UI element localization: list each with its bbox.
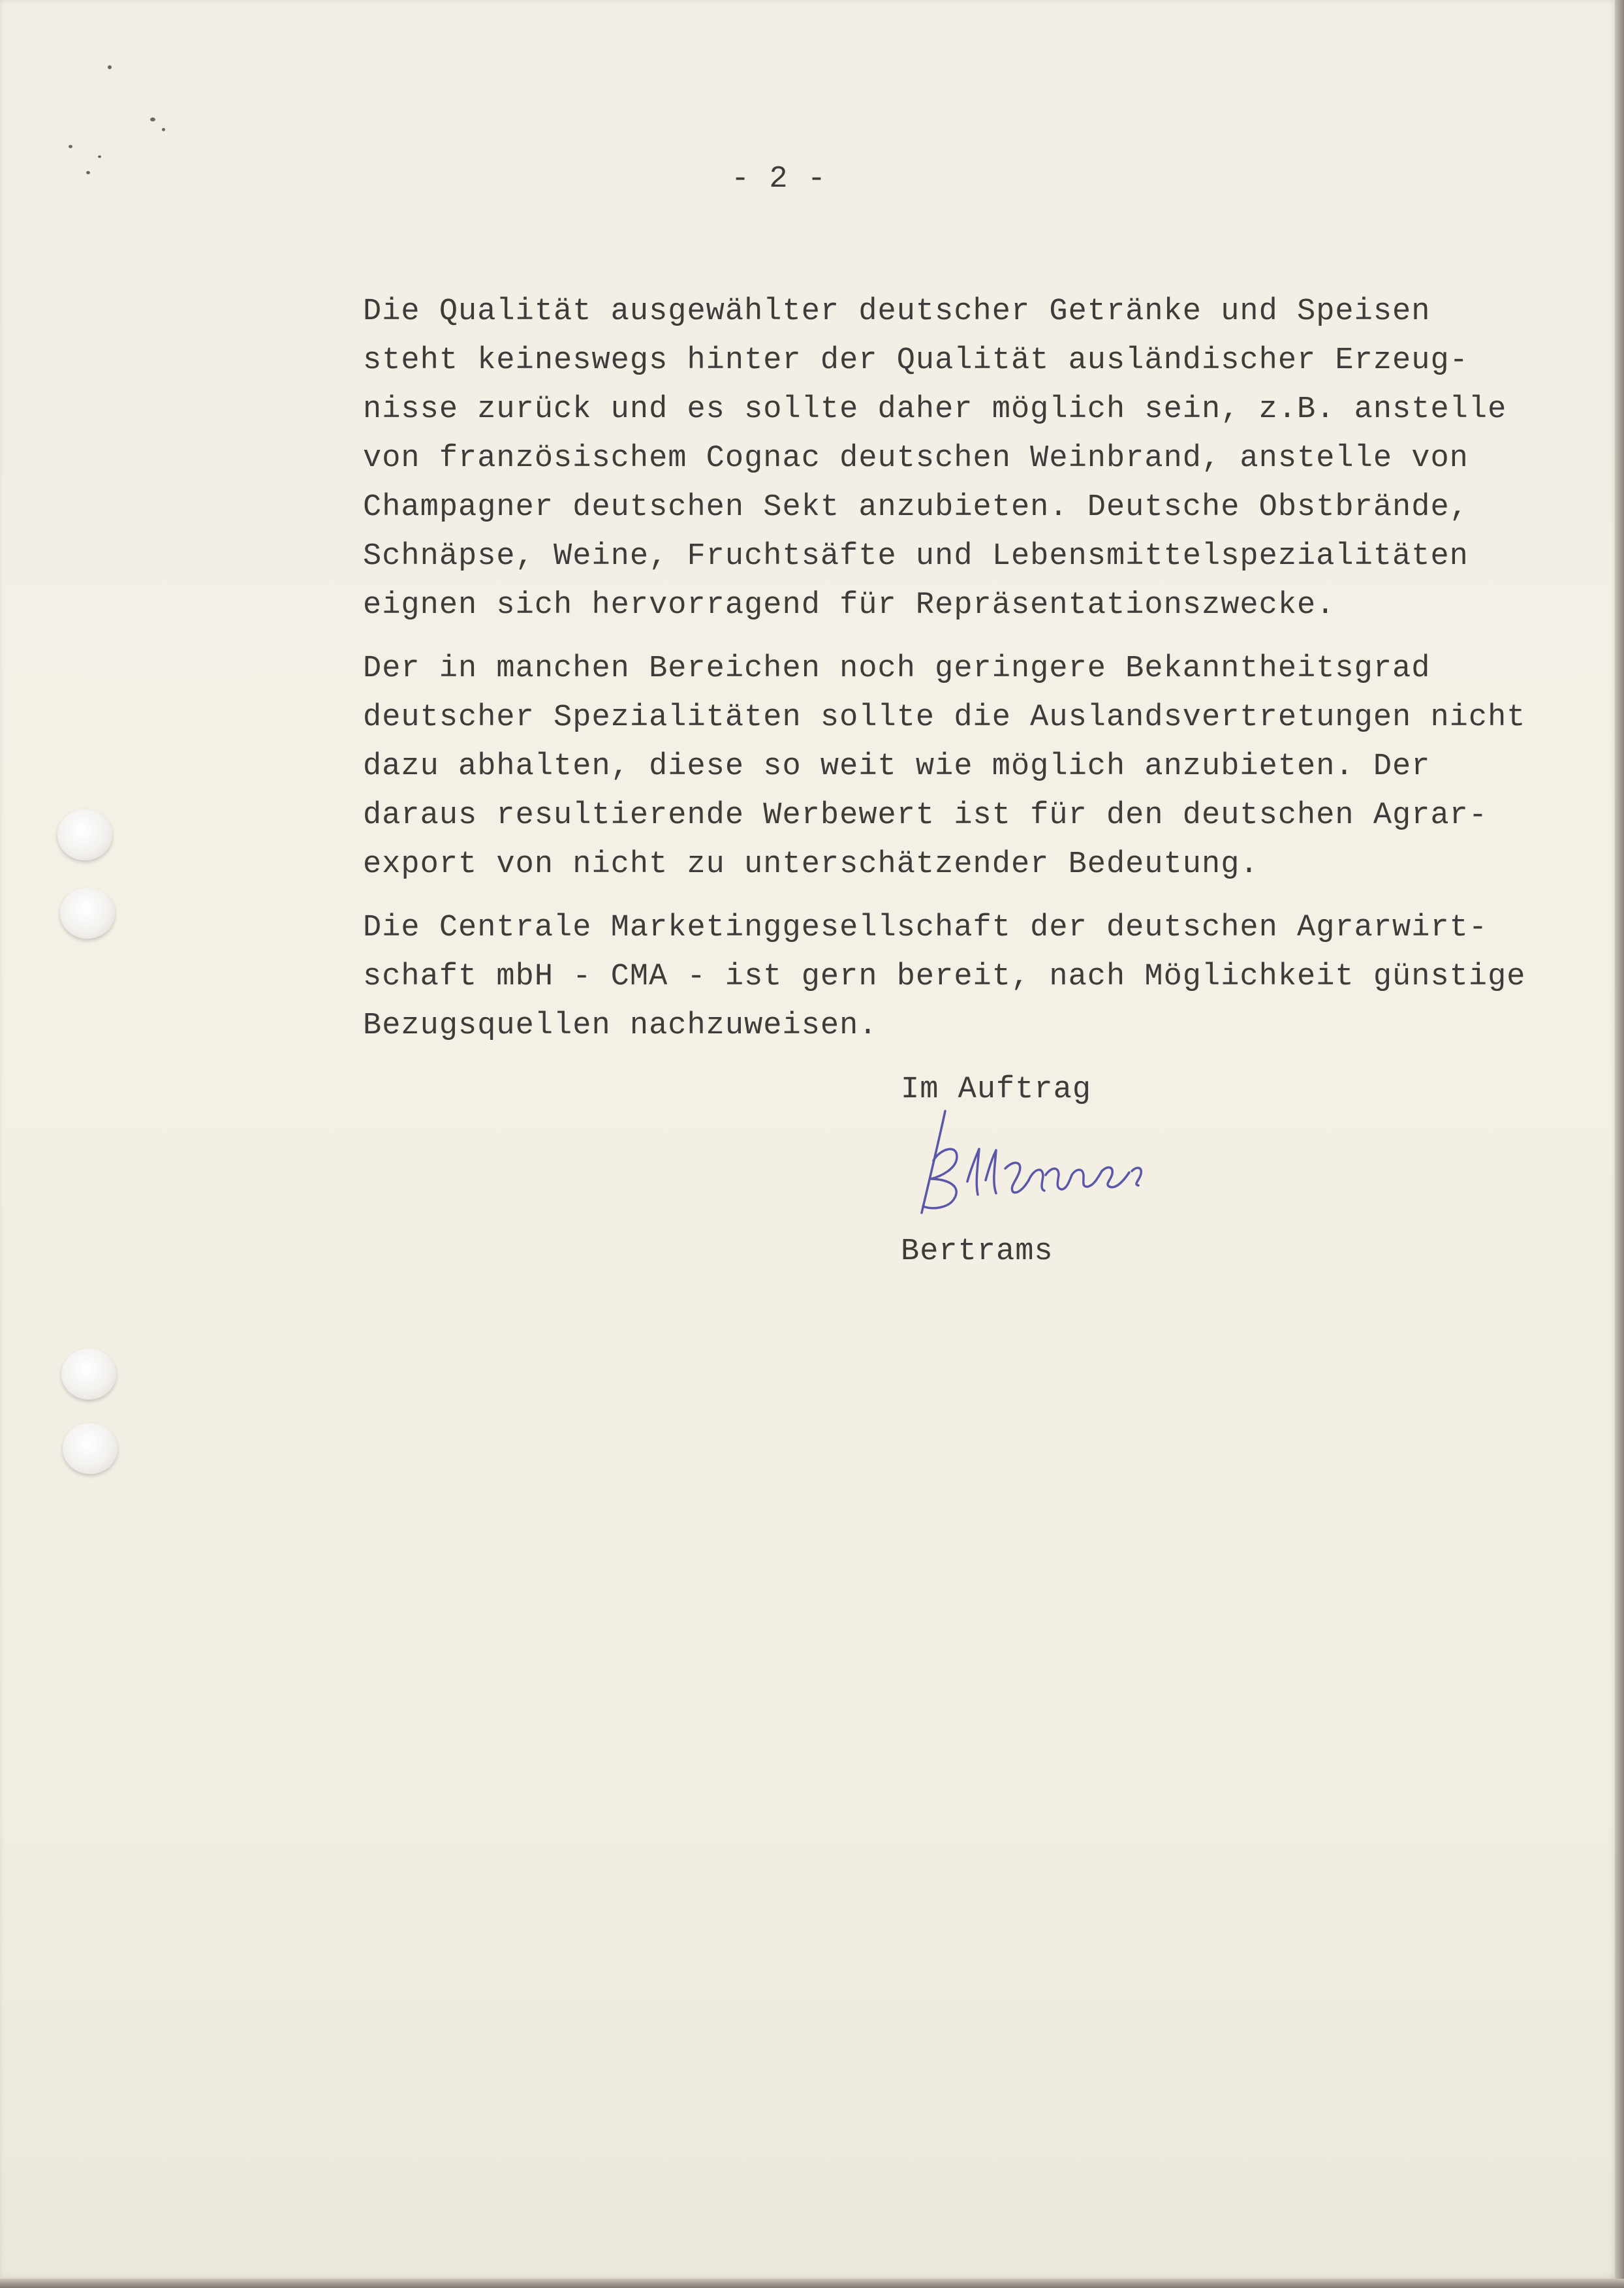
handwritten-signature [894,1103,1208,1234]
text-line: von französischem Cognac deutschen Weinbrand, anstelle von [363,441,1469,476]
text-line: dazu abhalten, diese so weit wie möglich anzubieten. Der [363,749,1431,784]
paragraph-cma [363,903,1590,1050]
text-line: Der in manchen Bereichen noch geringere Bekanntheitsgrad [363,651,1431,686]
text-line: daraus resultierende Werbewert ist für den deutschen Agrar- [363,798,1488,833]
text-line: nisse zurück und es sollte daher möglich sein, z.B. anstelle [363,392,1507,427]
text-line: Champagner deutschen Sekt anzubieten. Deutsche Obstbrände, [363,490,1469,525]
punch-hole [61,1349,116,1400]
paper-speck [86,171,90,174]
text-line: eignen sich hervorragend für Repräsentationszwecke. [363,588,1335,623]
paper-speck [98,155,101,158]
text-line: Bezugsquellen nachzuweisen. [363,1009,878,1043]
letter-body [363,287,1590,1065]
paragraph-quality [363,287,1590,630]
closing-phrase: Im Auftrag [901,1073,1092,1107]
paper-speck [108,65,112,69]
signer-name: Bertrams [901,1234,1054,1269]
paper-edge-right [1615,0,1624,2288]
text-line: schaft mbH - CMA - ist gern bereit, nach Möglichkeit günstige [363,960,1526,994]
punch-hole [57,809,112,860]
text-line: Die Qualität ausgewählter deutscher Getränke und Speisen [363,294,1431,329]
text-line: steht keineswegs hinter der Qualität ausländischer Erzeug- [363,343,1469,378]
text-line: deutscher Spezialitäten sollte die Auslandsvertretungen nicht [363,700,1526,735]
text-line: Die Centrale Marketinggesellschaft der deutschen Agrarwirt- [363,911,1488,945]
text-line: export von nicht zu unterschätzender Bedeutung. [363,847,1259,882]
paper-speck [69,145,72,148]
paper-speck [162,128,165,131]
paragraph-awareness [363,644,1590,889]
page-number: - 2 - [731,162,827,196]
paper-edge-bottom [0,2279,1624,2288]
punch-hole [60,888,115,939]
paper-speck [150,118,155,121]
punch-hole [63,1423,117,1474]
text-line: Schnäpse, Weine, Fruchtsäfte und Lebensmittelspezialitäten [363,539,1469,574]
